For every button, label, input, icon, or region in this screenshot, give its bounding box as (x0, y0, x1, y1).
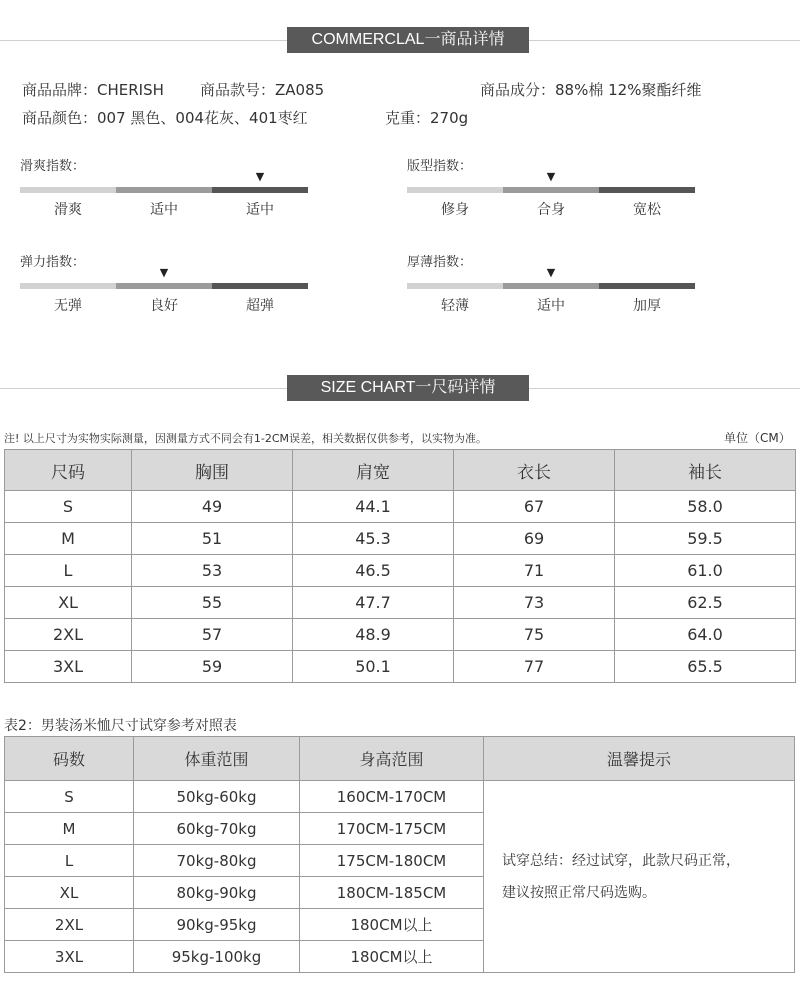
index-option: 修身 (441, 202, 469, 218)
unit-label: 单位（CM） (724, 431, 791, 445)
table-cell: 64.0 (615, 619, 796, 651)
table-cell: 160CM-170CM (300, 781, 484, 813)
commercial-title: COMMERCLAL一商品详情 (287, 27, 529, 53)
table-row (5, 619, 796, 651)
index-bar-segment (599, 187, 695, 193)
table-cell: 57 (132, 619, 293, 651)
table-cell: 47.7 (293, 587, 454, 619)
fitting-tip (484, 781, 795, 973)
table-cell: 80kg-90kg (134, 877, 300, 909)
tip-line: 建议按照正常尺码选购。 (502, 884, 656, 901)
index-bar-segment (407, 283, 503, 289)
table-row (5, 555, 796, 587)
table-header-row (5, 737, 795, 781)
table-cell: M (5, 813, 134, 845)
table-cell: 71 (454, 555, 615, 587)
product-material: 商品成分：88%棉 12%聚酯纤维 (480, 81, 702, 99)
table-cell: 50kg-60kg (134, 781, 300, 813)
table-cell: 45.3 (293, 523, 454, 555)
table-cell: 44.1 (293, 491, 454, 523)
table-cell: 170CM-175CM (300, 813, 484, 845)
index-bar-segment (503, 187, 599, 193)
fit-chart-table (4, 736, 795, 973)
index-bar-segment (407, 187, 503, 193)
index-bar-segment (116, 283, 212, 289)
table-cell: 3XL (5, 651, 132, 683)
index-option: 适中 (246, 202, 274, 218)
table-header-row (5, 450, 796, 491)
index-bar-segment (212, 187, 308, 193)
table-cell: XL (5, 877, 134, 909)
table-cell: L (5, 845, 134, 877)
tip-line: 试穿总结：经过试穿，此款尺码正常， (502, 852, 740, 869)
table-cell: 75 (454, 619, 615, 651)
product-brand: 商品品牌：CHERISH (22, 81, 164, 99)
table-cell: 61.0 (615, 555, 796, 587)
table-cell: 48.9 (293, 619, 454, 651)
index-option: 轻薄 (441, 298, 469, 314)
table-cell: 50.1 (293, 651, 454, 683)
index-bar-segment (20, 187, 116, 193)
table-cell: M (5, 523, 132, 555)
commercial-section-header (0, 27, 800, 53)
index-bar (20, 283, 308, 289)
column-header: 袖长 (615, 450, 796, 491)
index-bar (20, 187, 308, 193)
table-cell: 77 (454, 651, 615, 683)
index-bar-segment (599, 283, 695, 289)
index-option: 加厚 (633, 298, 661, 314)
table-cell: 55 (132, 587, 293, 619)
index-option: 滑爽 (54, 202, 82, 218)
column-header: 胸围 (132, 450, 293, 491)
table-cell: 59.5 (615, 523, 796, 555)
table-cell: 46.5 (293, 555, 454, 587)
selected-marker-icon: ▼ (159, 266, 169, 279)
table-cell: 70kg-80kg (134, 845, 300, 877)
selected-marker-icon: ▼ (546, 266, 556, 279)
table-cell: 58.0 (615, 491, 796, 523)
index-bar (407, 283, 695, 289)
index-option: 适中 (537, 298, 565, 314)
column-header: 身高范围 (300, 737, 484, 781)
size-chart-table (4, 449, 796, 683)
table-cell: 62.5 (615, 587, 796, 619)
table-row (5, 651, 796, 683)
index-label: 厚薄指数： (407, 255, 473, 270)
table-cell: 95kg-100kg (134, 941, 300, 973)
table-cell: 180CM以上 (300, 941, 484, 973)
table-cell: 53 (132, 555, 293, 587)
column-header: 温馨提示 (484, 737, 795, 781)
index-option: 无弹 (54, 298, 82, 314)
product-colors: 商品颜色：007 黑色、004花灰、401枣红 (22, 109, 308, 127)
column-header: 尺码 (5, 450, 132, 491)
table-row (5, 587, 796, 619)
table-cell: S (5, 491, 132, 523)
table-row (5, 781, 795, 813)
index-option: 超弹 (246, 298, 274, 314)
table-row (5, 491, 796, 523)
size-chart-title: SIZE CHART一尺码详情 (287, 375, 529, 401)
table-cell: 180CM-185CM (300, 877, 484, 909)
index-option: 合身 (537, 202, 565, 218)
table-cell: 175CM-180CM (300, 845, 484, 877)
index-option: 良好 (150, 298, 178, 314)
index-bar-segment (503, 283, 599, 289)
index-bar (407, 187, 695, 193)
index-label: 弹力指数： (20, 255, 86, 270)
table-cell: 60kg-70kg (134, 813, 300, 845)
column-header: 衣长 (454, 450, 615, 491)
table-cell: 73 (454, 587, 615, 619)
table-cell: 59 (132, 651, 293, 683)
column-header: 码数 (5, 737, 134, 781)
index-label: 版型指数： (407, 159, 473, 174)
fit-chart-caption: 表2：男装汤米恤尺寸试穿参考对照表 (4, 718, 237, 734)
selected-marker-icon: ▼ (546, 170, 556, 183)
size-chart-section-header (0, 375, 800, 401)
table-cell: S (5, 781, 134, 813)
table-cell: 180CM以上 (300, 909, 484, 941)
index-label: 滑爽指数： (20, 159, 86, 174)
column-header: 体重范围 (134, 737, 300, 781)
measurement-note: 注! 以上尺寸为实物实际测量，因测量方式不同会有1-2CM误差，相关数据仅供参考，以实物为准。 (4, 432, 488, 445)
column-header: 肩宽 (293, 450, 454, 491)
table-cell: L (5, 555, 132, 587)
product-weight: 克重：270g (385, 109, 469, 127)
table-cell: XL (5, 587, 132, 619)
table-cell: 3XL (5, 941, 134, 973)
index-bar-segment (20, 283, 116, 289)
table-cell: 65.5 (615, 651, 796, 683)
index-option: 宽松 (633, 202, 661, 218)
selected-marker-icon: ▼ (255, 170, 265, 183)
table-cell: 2XL (5, 619, 132, 651)
product-model: 商品款号：ZA085 (200, 81, 325, 99)
table-cell: 49 (132, 491, 293, 523)
table-cell: 2XL (5, 909, 134, 941)
index-option: 适中 (150, 202, 178, 218)
table-cell: 90kg-95kg (134, 909, 300, 941)
table-cell: 67 (454, 491, 615, 523)
table-cell: 69 (454, 523, 615, 555)
index-bar-segment (212, 283, 308, 289)
index-bar-segment (116, 187, 212, 193)
table-row (5, 523, 796, 555)
table-cell: 51 (132, 523, 293, 555)
